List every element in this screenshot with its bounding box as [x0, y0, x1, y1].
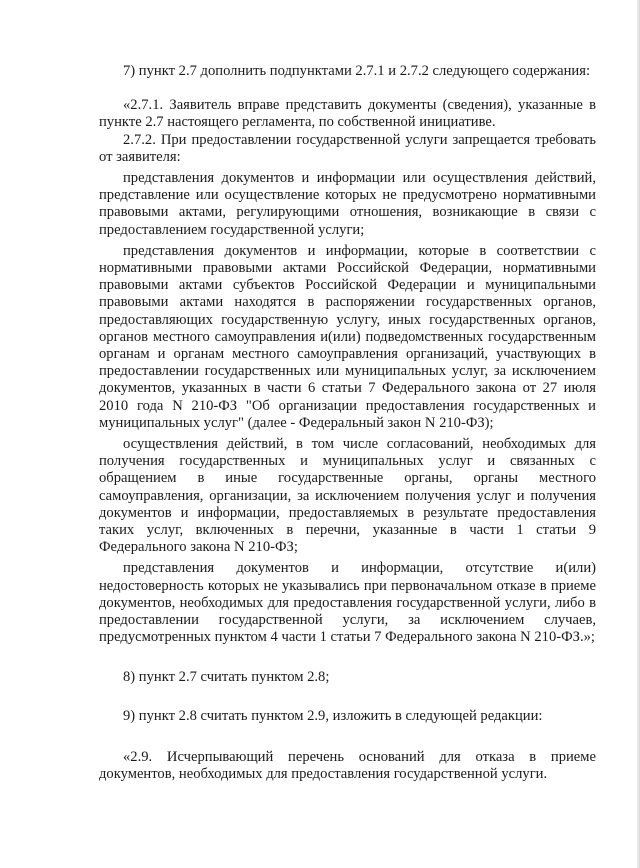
paragraph-requirement-3: осуществления действий, в том числе согласований, необходимых для получения государственных и муниципальных услуг и связанных с обращением в иные государственные органы, органы местного самоуправления, организации, за исключением получения услуг и получения документов и информации, предоставляемых в результате предоставления таких услуг, включенных в перечни, указанные в части 1 статьи 9 Федерального закона N 210-ФЗ;: [99, 436, 596, 556]
paragraph-requirement-2: представления документов и информации, которые в соответствии с нормативными правовыми актами Российской Федерации, нормативными правовыми актами субъектов Российской Федерации и муниципальными правовыми актами находятся в распоряжении государственных органов, предоставляющих государственную услугу, иных государственных органов, органов местного самоуправления и(или) подведомственных государственным органам и органам местного самоуправления организаций, участвующих в предоставлении государственных или муниципальных услуг, за исключением документов, указанных в части 6 статьи 7 Федерального закона от 27 июля 2010 года N 210-ФЗ "Об организации предоставления государственных и муниципальных услуг" (далее - Федеральный закон N 210-ФЗ);: [99, 242, 596, 431]
document-body: [99, 63, 596, 783]
paragraph-2-9: «2.9. Исчерпывающий перечень оснований для отказа в приеме документов, необходимых для предоставления государственной услуги.: [99, 748, 596, 783]
paragraph-requirement-4: представления документов и информации, отсутствие и(или) недостоверность которых не указывались при первоначальном отказе в приеме документов, необходимых для предоставления государственной услуги, либо в предоставлении государственной услуги, за исключением случаев, предусмотренных пунктом 4 части 1 статьи 7 Федерального закона N 210-ФЗ.»;: [99, 560, 596, 646]
paragraph-2-7-2: 2.7.2. При предоставлении государственной услуги запрещается требовать от заявителя:: [99, 131, 596, 165]
paragraph-2-7-1: «2.7.1. Заявитель вправе представить документы (сведения), указанные в пункте 2.7 настоящего регламента, по собственной инициативе.: [99, 97, 596, 131]
paragraph-requirement-1: представления документов и информации или осуществления действий, представление или осуществление которых не предусмотрено нормативными правовыми актами, регулирующими отношения, возникающие в связи с предоставлением государственной услуги;: [99, 170, 596, 238]
paragraph-item-9: 9) пункт 2.8 считать пунктом 2.9, изложить в следующей редакции:: [123, 707, 543, 724]
paragraph-item-7: 7) пункт 2.7 дополнить подпунктами 2.7.1 и 2.7.2 следующего содержания:: [123, 63, 590, 79]
paragraph-item-8: 8) пункт 2.7 считать пунктом 2.8;: [123, 668, 330, 685]
